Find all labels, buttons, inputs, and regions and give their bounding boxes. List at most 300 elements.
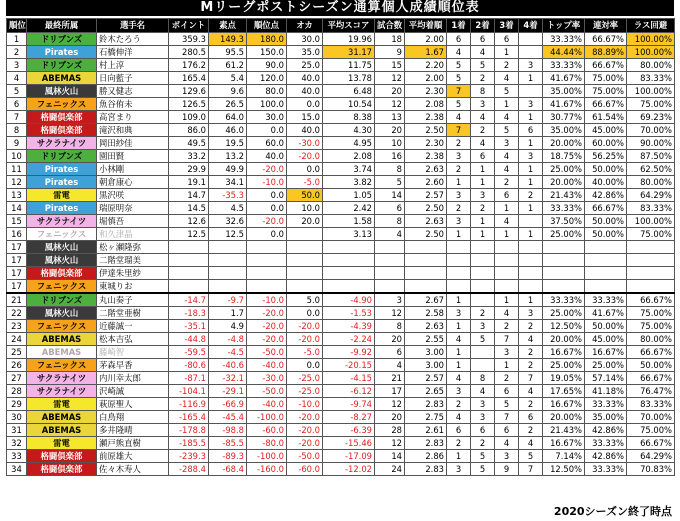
- team-cell: ドリブンズ: [27, 59, 97, 72]
- stat-cell: 2.08: [323, 150, 375, 163]
- table-row: [7, 202, 675, 215]
- table-row: [7, 241, 675, 254]
- stat-cell: 2.60: [405, 176, 447, 189]
- stat-cell: [375, 280, 405, 294]
- stat-cell: [585, 241, 627, 254]
- stat-cell: 75.00%: [627, 424, 675, 437]
- header-row: [7, 19, 675, 33]
- placement-count-cell: [471, 359, 495, 372]
- stat-cell: 2.65: [405, 385, 447, 398]
- placement-count-cell: 2: [471, 72, 495, 85]
- stat-cell: -5.0: [287, 176, 323, 189]
- stat-cell: 41.67%: [543, 98, 585, 111]
- table-row: [7, 346, 675, 359]
- player-name-cell: 勝又健志: [97, 85, 169, 98]
- rank-cell: 6: [7, 98, 27, 111]
- placement-count-cell: 4: [519, 385, 543, 398]
- team-cell: Pirates: [27, 202, 97, 215]
- table-row: [7, 372, 675, 385]
- stat-cell: 4: [375, 228, 405, 241]
- placement-count-cell: 4: [495, 307, 519, 320]
- stat-cell: -40.0: [247, 398, 287, 411]
- stat-cell: 2.38: [405, 150, 447, 163]
- stat-cell: 9.6: [209, 85, 247, 98]
- stat-cell: 95.5: [209, 46, 247, 59]
- stat-cell: 64.29%: [627, 189, 675, 202]
- stat-cell: 0.0: [247, 228, 287, 241]
- table-row: [7, 85, 675, 98]
- rank-cell: 8: [7, 124, 27, 137]
- stat-cell: [627, 254, 675, 267]
- placement-count-cell: 6: [447, 33, 471, 46]
- stat-cell: 4.95: [323, 137, 375, 150]
- stat-cell: 2.57: [405, 189, 447, 202]
- stat-cell: 4.5: [209, 202, 247, 215]
- rank-cell: 26: [7, 359, 27, 372]
- stat-cell: 70.00%: [627, 124, 675, 137]
- stat-cell: 12: [375, 307, 405, 320]
- placement-count-cell: [495, 280, 519, 294]
- stat-cell: [375, 267, 405, 280]
- placement-count-cell: 6: [495, 424, 519, 437]
- placement-count-cell: 6: [519, 411, 543, 424]
- stat-cell: -89.3: [209, 450, 247, 463]
- placement-count-cell: 1: [471, 228, 495, 241]
- stat-cell: 2.50: [405, 202, 447, 215]
- stat-cell: -9.74: [323, 398, 375, 411]
- stat-cell: 13: [375, 111, 405, 124]
- footer-note: 2020シーズン終了時点: [553, 505, 672, 518]
- stat-cell: 3.82: [323, 176, 375, 189]
- stat-cell: -20.0: [287, 150, 323, 163]
- stat-cell: 165.4: [169, 72, 209, 85]
- stat-cell: -10.0: [247, 293, 287, 307]
- stat-cell: [247, 267, 287, 280]
- placement-count-cell: 3: [471, 398, 495, 411]
- stat-cell: 66.67%: [627, 293, 675, 307]
- team-cell: 雷電: [27, 189, 97, 202]
- stat-cell: 20.00%: [543, 411, 585, 424]
- table-row: [7, 333, 675, 346]
- stat-cell: [405, 267, 447, 280]
- stat-cell: 126.5: [169, 98, 209, 111]
- stat-cell: 90.00%: [627, 137, 675, 150]
- placement-count-cell: 1: [471, 163, 495, 176]
- player-name-cell: 鈴木たろう: [97, 33, 169, 46]
- stat-cell: -116.9: [169, 398, 209, 411]
- stat-cell: [543, 280, 585, 294]
- stat-cell: -30.0: [287, 137, 323, 150]
- placement-count-cell: 2: [495, 372, 519, 385]
- stat-cell: 40.0: [287, 124, 323, 137]
- stat-cell: 50.00%: [585, 228, 627, 241]
- stat-cell: 0.0: [287, 307, 323, 320]
- placement-count-cell: 5: [495, 398, 519, 411]
- column-header: トップ率: [543, 19, 585, 33]
- stat-cell: -5.0: [287, 346, 323, 359]
- stat-cell: 149.3: [209, 33, 247, 46]
- stat-cell: -104.1: [169, 385, 209, 398]
- stat-cell: [209, 254, 247, 267]
- stat-cell: [375, 254, 405, 267]
- stat-cell: -9.7: [209, 293, 247, 307]
- table-row: [7, 98, 675, 111]
- placement-count-cell: 2: [495, 176, 519, 189]
- placement-count-cell: 5: [447, 72, 471, 85]
- stat-cell: 70.83%: [627, 463, 675, 476]
- stat-cell: 6: [375, 202, 405, 215]
- stat-cell: 76.47%: [627, 385, 675, 398]
- stat-cell: -68.4: [209, 463, 247, 476]
- stat-cell: 5: [375, 176, 405, 189]
- page-title: Mリーグポストシーズン通算個人成績順位表: [6, 0, 674, 16]
- placement-count-cell: 1: [495, 202, 519, 215]
- placement-count-cell: 5: [447, 98, 471, 111]
- placement-count-cell: 7: [519, 372, 543, 385]
- stat-cell: 20: [375, 411, 405, 424]
- placement-count-cell: 4: [471, 137, 495, 150]
- stat-cell: [169, 280, 209, 294]
- stat-cell: 100.0: [247, 98, 287, 111]
- stat-cell: [627, 280, 675, 294]
- placement-count-cell: 1: [519, 137, 543, 150]
- stat-cell: 2.63: [405, 163, 447, 176]
- stat-cell: 50.00%: [585, 215, 627, 228]
- stat-cell: 13.78: [323, 72, 375, 85]
- stat-cell: 37.50%: [543, 215, 585, 228]
- stat-cell: -50.0: [247, 346, 287, 359]
- rank-cell: 11: [7, 163, 27, 176]
- stat-cell: 19.1: [169, 176, 209, 189]
- stat-cell: 20: [375, 124, 405, 137]
- player-name-cell: 瀬戸熊直樹: [97, 437, 169, 450]
- placement-count-cell: 4: [519, 437, 543, 450]
- stat-cell: [287, 254, 323, 267]
- stat-cell: -66.9: [209, 398, 247, 411]
- stat-cell: [585, 267, 627, 280]
- rank-cell: 25: [7, 346, 27, 359]
- rank-cell: 30: [7, 411, 27, 424]
- stat-cell: -12.02: [323, 463, 375, 476]
- stat-cell: 16: [375, 150, 405, 163]
- stat-cell: -2.24: [323, 333, 375, 346]
- stat-cell: 12.5: [209, 228, 247, 241]
- stat-cell: -20.15: [323, 359, 375, 372]
- stat-cell: 33.33%: [585, 398, 627, 411]
- player-name-cell: 内川幸太郎: [97, 372, 169, 385]
- placement-count-cell: 2: [471, 437, 495, 450]
- placement-count-cell: 1: [519, 111, 543, 124]
- stat-cell: [543, 241, 585, 254]
- stat-cell: 21: [375, 372, 405, 385]
- stat-cell: 19.96: [323, 33, 375, 46]
- stat-cell: [287, 228, 323, 241]
- stat-cell: 87.50%: [627, 150, 675, 163]
- team-cell: フェニックス: [27, 320, 97, 333]
- stat-cell: 9: [375, 46, 405, 59]
- team-cell: 雷電: [27, 398, 97, 411]
- placement-count-cell: 1: [519, 293, 543, 307]
- stat-cell: -6.39: [323, 424, 375, 437]
- table-body: [7, 33, 675, 476]
- placement-count-cell: 6: [471, 33, 495, 46]
- placement-count-cell: 5: [471, 463, 495, 476]
- stat-cell: 2.08: [405, 98, 447, 111]
- placement-count-cell: 3: [447, 385, 471, 398]
- stat-cell: -9.92: [323, 346, 375, 359]
- stat-cell: 3.13: [323, 228, 375, 241]
- stat-cell: [627, 241, 675, 254]
- stat-cell: 8: [375, 215, 405, 228]
- placement-count-cell: 3: [495, 137, 519, 150]
- stat-cell: 2.50: [405, 228, 447, 241]
- team-cell: ドリブンズ: [27, 293, 97, 307]
- player-name-cell: 白鳥翔: [97, 411, 169, 424]
- placement-count-cell: 4: [495, 72, 519, 85]
- stat-cell: -85.5: [209, 437, 247, 450]
- team-cell: ABEMAS: [27, 424, 97, 437]
- stat-cell: [169, 241, 209, 254]
- placement-count-cell: 1: [519, 72, 543, 85]
- placement-count-cell: 1: [447, 293, 471, 307]
- placement-count-cell: 1: [519, 176, 543, 189]
- stat-cell: 100.00%: [627, 85, 675, 98]
- table-row: [7, 293, 675, 307]
- team-cell: フェニックス: [27, 228, 97, 241]
- rank-cell: 14: [7, 202, 27, 215]
- placement-count-cell: 2: [519, 398, 543, 411]
- stat-cell: 1.67: [405, 46, 447, 59]
- stat-cell: [543, 267, 585, 280]
- stat-cell: -60.0: [287, 463, 323, 476]
- table-row: [7, 385, 675, 398]
- team-cell: サクラナイツ: [27, 372, 97, 385]
- stat-cell: 2.00: [405, 72, 447, 85]
- stat-cell: -80.6: [169, 359, 209, 372]
- stat-cell: 35.00%: [585, 411, 627, 424]
- stat-cell: -80.0: [247, 437, 287, 450]
- stat-cell: 120.0: [247, 72, 287, 85]
- stat-cell: 75.00%: [627, 320, 675, 333]
- rank-cell: 21: [7, 293, 27, 307]
- placement-count-cell: 3: [495, 450, 519, 463]
- stat-cell: 4.9: [209, 320, 247, 333]
- stat-cell: -10.0: [287, 398, 323, 411]
- stat-cell: 66.67%: [627, 372, 675, 385]
- placement-count-cell: 3: [447, 215, 471, 228]
- stat-cell: 33.33%: [585, 463, 627, 476]
- player-name-cell: 佐々木寿人: [97, 463, 169, 476]
- placement-count-cell: 3: [495, 346, 519, 359]
- placement-count-cell: 2: [471, 307, 495, 320]
- column-header: ラス回避: [627, 19, 675, 33]
- placement-count-cell: 8: [471, 372, 495, 385]
- stat-cell: 12.50%: [543, 463, 585, 476]
- stat-cell: [405, 254, 447, 267]
- rank-cell: 27: [7, 372, 27, 385]
- rank-cell: 29: [7, 398, 27, 411]
- placement-count-cell: 7: [447, 124, 471, 137]
- team-cell: 雷電: [27, 437, 97, 450]
- stat-cell: 12.5: [169, 228, 209, 241]
- placement-count-cell: 7: [447, 85, 471, 98]
- player-name-cell: 高宮まり: [97, 111, 169, 124]
- table-row: [7, 228, 675, 241]
- team-cell: 風林火山: [27, 307, 97, 320]
- stat-cell: 3.00: [405, 359, 447, 372]
- table-row: [7, 124, 675, 137]
- stat-cell: 2.86: [405, 450, 447, 463]
- stat-cell: [209, 241, 247, 254]
- stat-cell: 80.00%: [627, 333, 675, 346]
- stat-cell: -17.09: [323, 450, 375, 463]
- placement-count-cell: 4: [495, 215, 519, 228]
- team-cell: 風林火山: [27, 241, 97, 254]
- placement-count-cell: 1: [447, 176, 471, 189]
- stat-cell: 13.2: [209, 150, 247, 163]
- rank-cell: 5: [7, 85, 27, 98]
- column-header: 順位: [7, 19, 27, 33]
- column-header: 最終所属: [27, 19, 97, 33]
- table-row: [7, 359, 675, 372]
- standings-table: [6, 18, 675, 476]
- stat-cell: -20.0: [287, 424, 323, 437]
- stat-cell: [405, 241, 447, 254]
- rank-cell: 23: [7, 320, 27, 333]
- stat-cell: 80.00%: [627, 176, 675, 189]
- stat-cell: 129.6: [169, 85, 209, 98]
- placement-count-cell: 3: [447, 307, 471, 320]
- placement-count-cell: 6: [519, 124, 543, 137]
- column-header: 1着: [447, 19, 471, 33]
- stat-cell: 7.14%: [543, 450, 585, 463]
- stat-cell: 49.9: [209, 163, 247, 176]
- placement-count-cell: 7: [495, 411, 519, 424]
- player-name-cell: 小林剛: [97, 163, 169, 176]
- stat-cell: 75.00%: [627, 307, 675, 320]
- stat-cell: 30.0: [287, 33, 323, 46]
- rank-cell: 4: [7, 72, 27, 85]
- placement-count-cell: 4: [447, 46, 471, 59]
- stat-cell: 2.38: [405, 111, 447, 124]
- stat-cell: 57.14%: [585, 372, 627, 385]
- stat-cell: 2.83: [405, 398, 447, 411]
- stat-cell: 70.00%: [627, 411, 675, 424]
- stat-cell: 18.75%: [543, 150, 585, 163]
- placement-count-cell: 1: [495, 359, 519, 372]
- stat-cell: 3: [375, 293, 405, 307]
- stat-cell: 0.0: [247, 202, 287, 215]
- stat-cell: 14.5: [169, 202, 209, 215]
- stat-cell: 31.17: [323, 46, 375, 59]
- stat-cell: 25.00%: [543, 163, 585, 176]
- stat-cell: -29.1: [209, 385, 247, 398]
- placement-count-cell: 5: [495, 124, 519, 137]
- stat-cell: 33.33%: [543, 293, 585, 307]
- stat-cell: -20.0: [287, 437, 323, 450]
- stat-cell: 3.00: [405, 346, 447, 359]
- placement-count-cell: 8: [471, 85, 495, 98]
- stat-cell: 60.0: [247, 137, 287, 150]
- stat-cell: 109.0: [169, 111, 209, 124]
- stat-cell: 29.9: [169, 163, 209, 176]
- rank-cell: 12: [7, 176, 27, 189]
- stat-cell: -30.0: [247, 372, 287, 385]
- column-header: 連対率: [585, 19, 627, 33]
- column-header: 3着: [495, 19, 519, 33]
- placement-count-cell: 2: [447, 398, 471, 411]
- stat-cell: -4.8: [209, 333, 247, 346]
- placement-count-cell: [519, 280, 543, 294]
- stat-cell: 2.50: [405, 124, 447, 137]
- stat-cell: 83.33%: [627, 202, 675, 215]
- placement-count-cell: 1: [447, 450, 471, 463]
- stat-cell: -1.53: [323, 307, 375, 320]
- player-name-cell: 多井隆晴: [97, 424, 169, 437]
- stat-cell: -4.5: [209, 346, 247, 359]
- placement-count-cell: 1: [495, 46, 519, 59]
- placement-count-cell: 3: [447, 150, 471, 163]
- stat-cell: [375, 241, 405, 254]
- placement-count-cell: 1: [495, 98, 519, 111]
- placement-count-cell: 1: [447, 228, 471, 241]
- team-cell: サクラナイツ: [27, 137, 97, 150]
- placement-count-cell: [519, 267, 543, 280]
- stat-cell: 56.25%: [585, 150, 627, 163]
- stat-cell: 30.77%: [543, 111, 585, 124]
- stat-cell: 15: [375, 59, 405, 72]
- table-row: [7, 46, 675, 59]
- stat-cell: 21.43%: [543, 424, 585, 437]
- stat-cell: 14: [375, 189, 405, 202]
- placement-count-cell: 4: [519, 333, 543, 346]
- stat-cell: -59.5: [169, 346, 209, 359]
- rank-cell: 17: [7, 267, 27, 280]
- stat-cell: -4.39: [323, 320, 375, 333]
- placement-count-cell: 3: [447, 189, 471, 202]
- stat-cell: 86.0: [169, 124, 209, 137]
- stat-cell: 75.00%: [585, 85, 627, 98]
- stat-cell: -165.4: [169, 411, 209, 424]
- rank-cell: 16: [7, 228, 27, 241]
- stat-cell: -50.0: [287, 450, 323, 463]
- stat-cell: 2.30: [405, 85, 447, 98]
- stat-cell: 180.0: [247, 33, 287, 46]
- rank-cell: 1: [7, 33, 27, 46]
- stat-cell: 20: [375, 333, 405, 346]
- player-name-cell: 岡田紗佳: [97, 137, 169, 150]
- rank-cell: 31: [7, 424, 27, 437]
- placement-count-cell: 7: [519, 463, 543, 476]
- stat-cell: 8: [375, 320, 405, 333]
- placement-count-cell: 3: [471, 98, 495, 111]
- stat-cell: 49.5: [169, 137, 209, 150]
- rank-cell: 28: [7, 385, 27, 398]
- team-cell: フェニックス: [27, 359, 97, 372]
- table-row: [7, 163, 675, 176]
- player-name-cell: 瑞原明奈: [97, 202, 169, 215]
- stat-cell: 66.67%: [627, 346, 675, 359]
- stat-cell: 12.6: [169, 215, 209, 228]
- stat-cell: 150.0: [247, 46, 287, 59]
- placement-count-cell: 3: [519, 150, 543, 163]
- stat-cell: 35.00%: [543, 85, 585, 98]
- stat-cell: [323, 267, 375, 280]
- player-name-cell: 茅森早香: [97, 359, 169, 372]
- stat-cell: [543, 254, 585, 267]
- team-cell: 格闘倶楽部: [27, 450, 97, 463]
- player-name-cell: 滝沢和典: [97, 124, 169, 137]
